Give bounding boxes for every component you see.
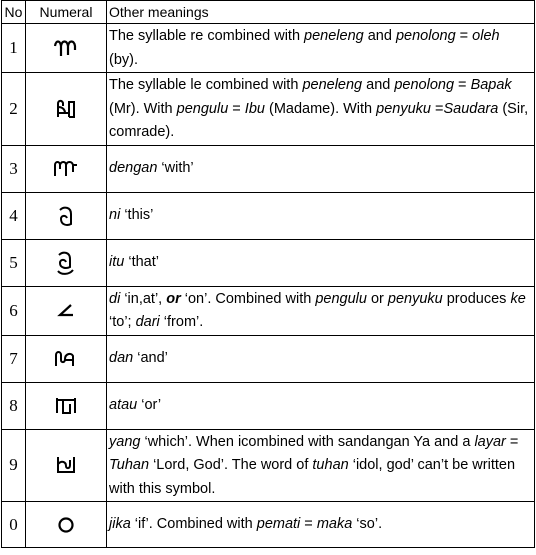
javanese-numeral-6-icon xyxy=(56,301,76,321)
row-number: 0 xyxy=(2,502,26,548)
meaning-text: (Madame). With xyxy=(264,100,377,117)
meaning-text: ni xyxy=(109,207,121,224)
meaning-text: or xyxy=(166,290,181,307)
meaning-text: pemati xyxy=(256,516,301,533)
row-number: 9 xyxy=(2,429,26,502)
javanese-numeral-7-icon xyxy=(53,348,79,370)
meaning-text: tuhan xyxy=(312,457,349,473)
table-row xyxy=(2,73,535,146)
meaning-text: dari xyxy=(135,314,160,330)
numeral-cell xyxy=(26,429,107,502)
meaning-text: ‘this’ xyxy=(120,207,154,224)
meaning-cell xyxy=(107,192,535,239)
meaning-text: penolong xyxy=(395,28,456,44)
table-row xyxy=(2,429,535,502)
meaning-text: ‘so’. xyxy=(352,516,383,533)
meaning-text: or xyxy=(366,290,388,307)
meaning-text: ‘with’ xyxy=(157,160,194,177)
table-row xyxy=(2,145,535,192)
meaning-text: ‘or’ xyxy=(137,397,162,414)
meaning-text: layar xyxy=(474,433,506,450)
table-row xyxy=(2,502,535,548)
meaning-text: and xyxy=(362,77,395,93)
meaning-text: Ibu xyxy=(244,100,265,117)
meaning-text: (Sir, comrade). xyxy=(109,100,529,140)
meaning-text: pengulu xyxy=(176,100,229,117)
header-row xyxy=(2,1,535,24)
table-row xyxy=(2,239,535,286)
numeral-cell xyxy=(26,335,107,382)
meaning-text: penolong xyxy=(394,77,455,93)
numeral-cell xyxy=(26,24,107,73)
meaning-text: (Mr). With xyxy=(109,100,177,117)
meaning-text: = xyxy=(505,433,519,450)
numeral-cell xyxy=(26,239,107,286)
meaning-text: itu xyxy=(109,254,125,271)
table-row xyxy=(2,24,535,73)
meaning-cell xyxy=(107,429,535,502)
meaning-text: peneleng xyxy=(304,28,364,44)
meaning-text: atau xyxy=(109,397,138,414)
meaning-text: jika xyxy=(109,516,131,533)
meaning-text: pengulu xyxy=(315,290,367,307)
table-row xyxy=(2,382,535,429)
meaning-text: (by). xyxy=(109,51,138,68)
numeral-cell xyxy=(26,382,107,429)
meaning-text: = xyxy=(454,77,471,93)
numerals-table xyxy=(1,0,535,548)
numeral-cell xyxy=(26,192,107,239)
javanese-numeral-3-icon xyxy=(53,158,79,180)
javanese-numeral-9-icon xyxy=(55,454,77,476)
meaning-cell xyxy=(107,73,535,146)
header-numeral: Numeral xyxy=(26,1,107,24)
meaning-text: = xyxy=(455,28,473,44)
table-row xyxy=(2,335,535,382)
numeral-cell xyxy=(26,502,107,548)
meaning-text: ke xyxy=(510,290,526,307)
row-number: 2 xyxy=(2,73,26,146)
meaning-text: penyuku xyxy=(376,100,431,117)
meaning-cell xyxy=(107,145,535,192)
javanese-numeral-8-icon xyxy=(54,395,78,417)
meaning-text: ‘idol, god’ can’t be written with this symbol. xyxy=(109,457,516,497)
meaning-text: yang xyxy=(109,433,141,450)
javanese-numeral-1-icon xyxy=(53,37,79,59)
meaning-text: ‘to’; xyxy=(109,314,136,330)
meaning-text: = xyxy=(430,100,444,117)
javanese-numeral-0-icon xyxy=(56,515,76,535)
javanese-numeral-2-icon xyxy=(55,98,77,120)
meaning-text: dengan xyxy=(109,160,158,177)
meaning-cell xyxy=(107,24,535,73)
meaning-text: ‘from’. xyxy=(159,314,204,330)
javanese-numeral-5-icon xyxy=(55,250,77,276)
meaning-text: dan xyxy=(109,350,134,367)
meaning-cell xyxy=(107,239,535,286)
row-number: 3 xyxy=(2,145,26,192)
meaning-text: peneleng xyxy=(302,77,363,93)
meaning-text: and xyxy=(363,28,396,44)
meaning-text: ‘and’ xyxy=(133,350,168,367)
javanese-numeral-4-icon xyxy=(56,204,76,228)
meaning-cell xyxy=(107,335,535,382)
meaning-text: ‘in,at’, xyxy=(120,290,167,307)
meaning-text: = xyxy=(228,100,245,117)
numeral-cell xyxy=(26,73,107,146)
meaning-text: ‘Lord, God’. The word of xyxy=(149,457,313,473)
meaning-text: = xyxy=(300,516,317,533)
meaning-text: di xyxy=(109,290,121,307)
meaning-text: maka xyxy=(316,516,353,533)
meaning-text: penyuku xyxy=(387,290,443,307)
numeral-cell xyxy=(26,286,107,335)
meaning-text: Bapak xyxy=(470,77,512,93)
row-number: 7 xyxy=(2,335,26,382)
meaning-text: ‘on’. Combined with xyxy=(180,290,316,307)
meaning-text: ‘that’ xyxy=(124,254,159,271)
meaning-cell xyxy=(107,502,535,548)
meaning-cell xyxy=(107,382,535,429)
row-number: 8 xyxy=(2,382,26,429)
header-no: No xyxy=(2,1,26,24)
row-number: 1 xyxy=(2,24,26,73)
row-number: 4 xyxy=(2,192,26,239)
meaning-text: ‘which’. When icombined with sandangan Ya and a xyxy=(140,433,475,450)
row-number: 5 xyxy=(2,239,26,286)
table-row xyxy=(2,286,535,335)
meaning-text: Tuhan xyxy=(109,457,150,473)
header-other-meanings: Other meanings xyxy=(107,1,535,24)
row-number: 6 xyxy=(2,286,26,335)
meaning-text: oleh xyxy=(472,28,500,44)
meaning-text: ‘if’. Combined with xyxy=(130,516,257,533)
meaning-text: produces xyxy=(442,290,511,307)
meaning-text: The syllable le combined with xyxy=(109,77,303,93)
meaning-text: The syllable re combined with xyxy=(109,28,305,44)
meaning-cell xyxy=(107,286,535,335)
meaning-text: Saudara xyxy=(443,100,499,117)
numeral-cell xyxy=(26,145,107,192)
table-row xyxy=(2,192,535,239)
